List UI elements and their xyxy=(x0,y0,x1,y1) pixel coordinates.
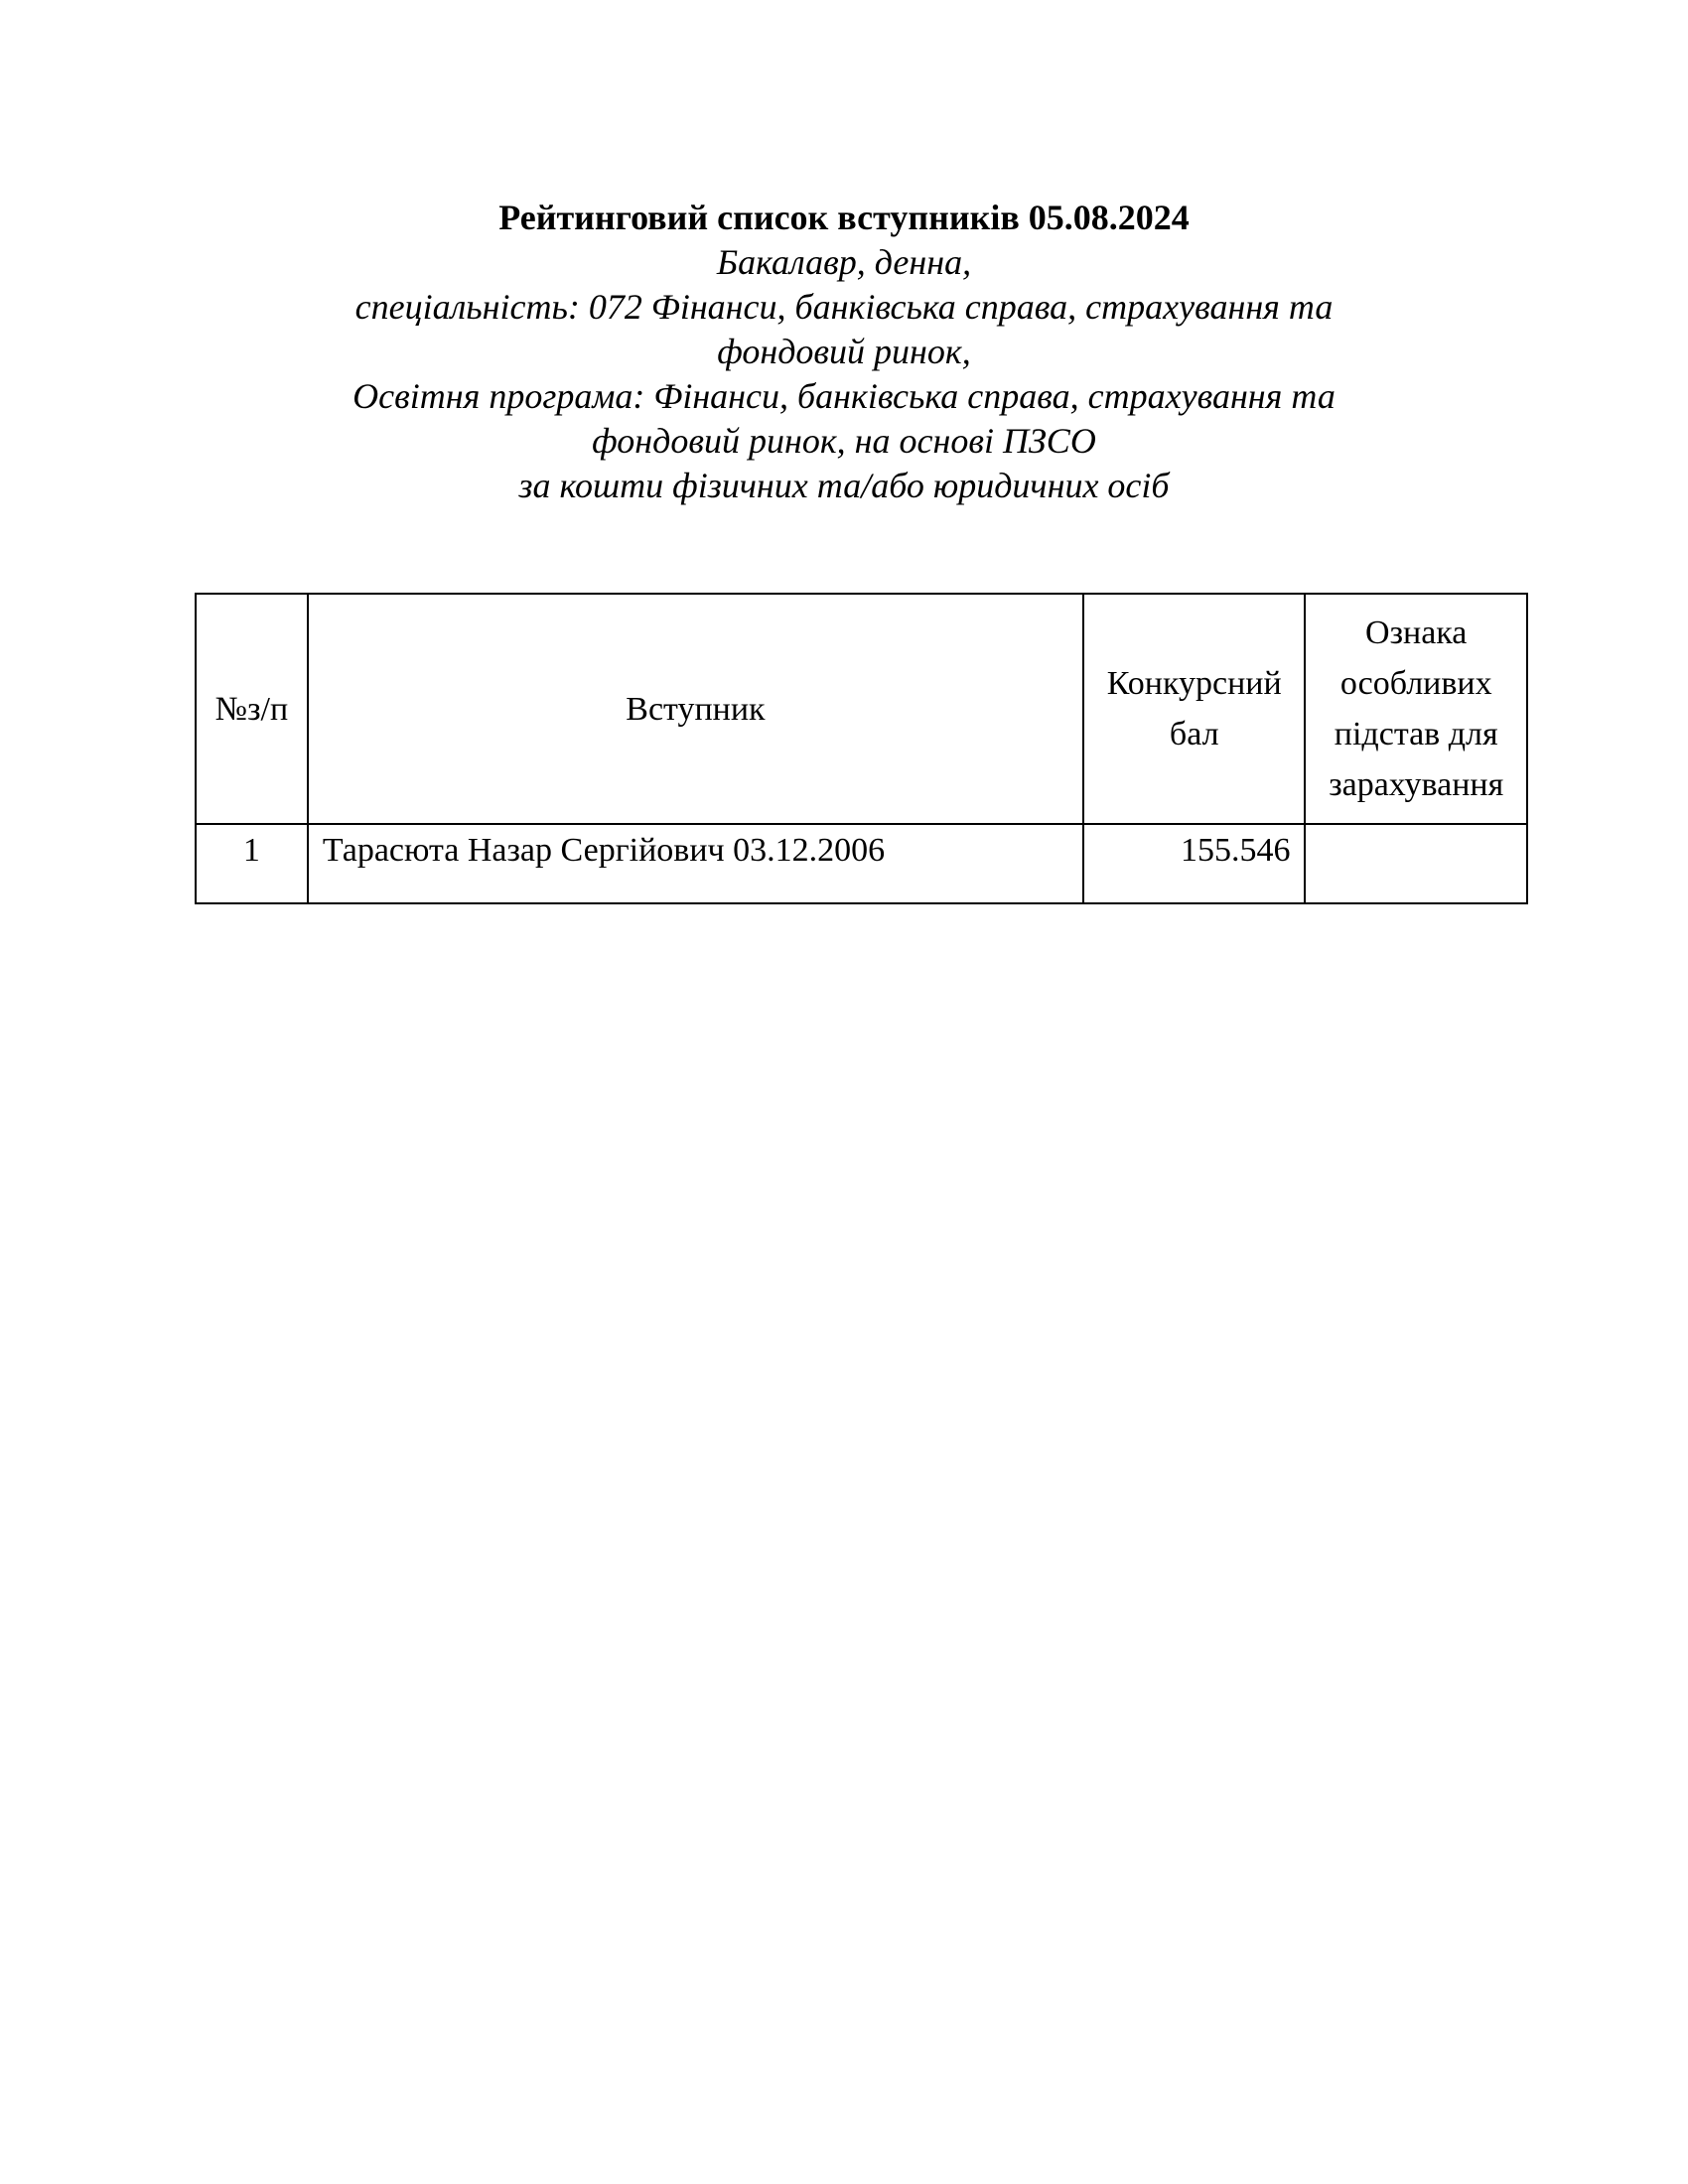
subtitle-line-program: Освітня програма: Фінанси, банківська справа, страхування та xyxy=(352,376,1336,416)
header-row xyxy=(196,594,1527,824)
subtitle-line-specialty-cont: фондовий ринок, xyxy=(717,332,971,371)
header-number: №з/п xyxy=(196,594,308,824)
document-heading xyxy=(199,195,1489,508)
rating-table-body xyxy=(196,824,1527,903)
cell-score: 155.546 xyxy=(1083,824,1305,903)
rating-table xyxy=(195,593,1528,904)
header-special-grounds: Ознака особливих підстав для зарахування xyxy=(1305,594,1527,824)
rating-table-header xyxy=(196,594,1527,824)
subtitle-line-funding: за кошти фізичних та/або юридичних осіб xyxy=(518,466,1170,505)
subtitle-line-study-form: Бакалавр, денна, xyxy=(716,242,972,282)
header-score: Конкурсний бал xyxy=(1083,594,1305,824)
header-applicant: Вступник xyxy=(308,594,1083,824)
subtitle-line-specialty: спеціальність: 072 Фінанси, банківська справа, страхування та xyxy=(354,287,1334,327)
cell-applicant: Тарасюта Назар Сергійович 03.12.2006 xyxy=(308,824,1083,903)
subtitle-line-program-cont: фондовий ринок, на основі ПЗСО xyxy=(592,421,1096,461)
table-row xyxy=(196,824,1527,903)
cell-number: 1 xyxy=(196,824,308,903)
cell-special-grounds xyxy=(1305,824,1527,903)
document-title: Рейтинговий список вступників 05.08.2024 xyxy=(498,198,1190,237)
